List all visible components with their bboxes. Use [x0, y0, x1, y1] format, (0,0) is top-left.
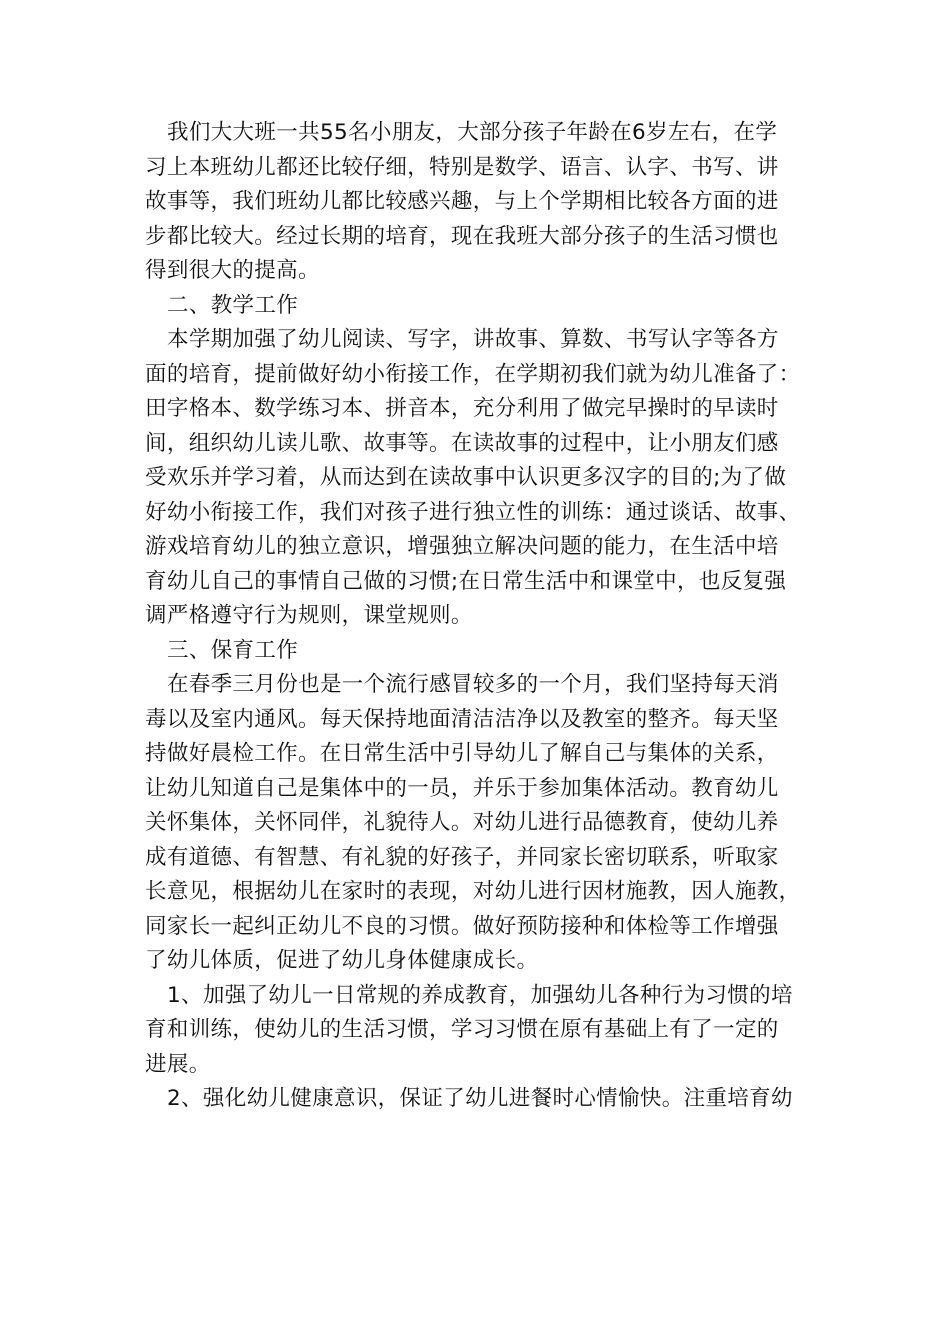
- text-line: 持做好晨检工作。在日常生活中引导幼儿了解自己与集体的关系，: [145, 741, 779, 766]
- text-line: 让幼儿知道自己是集体中的一员，并乐于参加集体活动。教育幼儿: [145, 775, 779, 801]
- text-line: 受欢乐并学习着，从而达到在读故事中认识更多汉字的目的;为了做: [145, 465, 787, 490]
- text-line: 得到很大的提高。: [145, 258, 320, 283]
- text-line: 育和训练，使幼儿的生活习惯，学习习惯在原有基础上有了一定的: [145, 1017, 779, 1042]
- text-line: 好幼小衔接工作，我们对孩子进行独立性的训练：通过谈话、故事、: [145, 499, 801, 525]
- paragraph-class-overview: [145, 116, 825, 289]
- text-line: 步都比较大。经过长期的培育，现在我班大部分孩子的生活习惯也: [145, 223, 779, 249]
- text-line: 游戏培育幼儿的独立意识，增强独立解决问题的能力，在生活中培: [145, 534, 779, 559]
- section-heading-care: 三、保育工作: [167, 637, 299, 663]
- text-line: 习上本班幼儿都还比较仔细，特别是数学、语言、认字、书写、讲: [145, 154, 779, 180]
- paragraph-teaching: [145, 323, 825, 634]
- text-line: 1、加强了幼儿一日常规的养成教育，加强幼儿各种行为习惯的培: [167, 982, 793, 1008]
- text-line: 故事等，我们班幼儿都比较感兴趣，与上个学期相比较各方面的进: [145, 189, 779, 214]
- text-line: 田字格本、数学练习本、拼音本，充分利用了做完早操时的早读时: [145, 396, 779, 421]
- text-line: 我们大大班一共55名小朋友，大部分孩子年龄在6岁左右，在学: [167, 120, 778, 145]
- text-line: 同家长一起纠正幼儿不良的习惯。做好预防接种和体检等工作增强: [145, 913, 779, 939]
- document-body: [145, 116, 825, 1117]
- text-line: 毒以及室内通风。每天保持地面清洁洁净以及教室的整齐。每天坚: [145, 706, 779, 732]
- text-line: 面的培育，提前做好幼小衔接工作，在学期初我们就为幼儿准备了：: [145, 361, 801, 387]
- text-line: 本学期加强了幼儿阅读、写字，讲故事、算数、书写认字等各方: [167, 327, 779, 352]
- text-line: 关怀集体，关怀同伴，礼貌待人。对幼儿进行品德教育，使幼儿养: [145, 810, 779, 835]
- text-line: 进展。: [145, 1051, 211, 1077]
- section-heading-teaching: 二、教学工作: [167, 292, 299, 318]
- text-line: 成有道德、有智慧、有礼貌的好孩子，并同家长密切联系，听取家: [145, 844, 779, 870]
- list-item-health: [145, 1082, 825, 1117]
- list-item-routine: [145, 979, 825, 1083]
- text-line: 在春季三月份也是一个流行感冒较多的一个月，我们坚持每天消: [167, 672, 779, 697]
- paragraph-care: [145, 668, 825, 979]
- text-line: 间，组织幼儿读儿歌、故事等。在读故事的过程中，让小朋友们感: [145, 430, 779, 456]
- text-line: 2、强化幼儿健康意识，保证了幼儿进餐时心情愉快。注重培育幼: [167, 1086, 793, 1111]
- text-line: 调严格遵守行为规则，课堂规则。: [145, 603, 473, 628]
- text-line: 育幼儿自己的事情自己做的习惯;在日常生活中和课堂中，也反复强: [145, 568, 787, 594]
- text-line: 长意见，根据幼儿在家时的表现，对幼儿进行因材施教，因人施教，: [145, 879, 801, 904]
- text-line: 了幼儿体质，促进了幼儿身体健康成长。: [145, 948, 539, 973]
